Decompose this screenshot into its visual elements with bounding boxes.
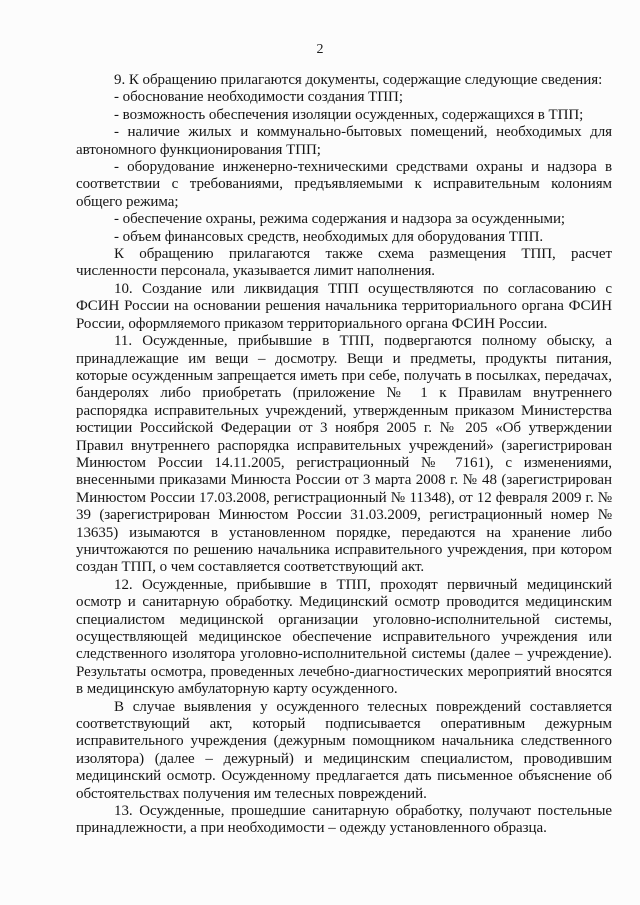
paragraph-injuries: В случае выявления у осужденного телесных повреждений составляется соответствующий акт, который подписывается оперативным дежурным исправительного учреждения (дежурным помощником начальника следственного изолятора) (далее – дежурный) и медицинским специалистом, проводившим медицинский осмотр. Осужденному предлагается дать письменное объяснение об обстоятельствах получения им телесных повреждений. (76, 698, 612, 802)
list-item: - возможность обеспечения изоляции осужденных, содержащихся в ТПП; (114, 106, 584, 123)
list-item: - наличие жилых и коммунально-бытовых помещений, необходимых для автономного функционирования ТПП; (76, 124, 612, 158)
paragraph-10: 10. Создание или ликвидация ТПП осуществляются по согласованию с ФСИН России на основании решения начальника территориального органа ФСИН России, оформляемого приказом территориального органа ФСИН России. (76, 280, 612, 332)
list-item: - обеспечение охраны, режима содержания и надзора за осужденными; (114, 211, 566, 228)
paragraph-13: 13. Осужденные, прошедшие санитарную обработку, получают постельные принадлежности, а при необходимости – одежду установленного образца. (76, 803, 612, 837)
paragraph-11: 11. Осужденные, прибывшие в ТПП, подвергаются полному обыску, а принадлежащие им вещи – досмотру. Вещи и предметы, продукты питания, которые осужденным запрещается иметь при себе, получать в посылках, передачах, бандеролях либо приобретать (приложение № 1 к Правилам внутреннего распорядка исправительных учреждений, утвержденным приказом Министерства юстиции Российской Федерации от 3 ноября 2005 г. № 205 «Об утверждении Правил внутреннего распорядка исправительных учреждений» (зарегистрирован Минюстом России 14.11.2005, регистрационный № 7161), с изменениями, внесенными приказами Минюста России от 3 марта 2008 г. № 48 (зарегистрирован Минюстом России 17.03.2008, регистрационный № 11348), от 12 февраля 2009 г. № 39 (зарегистрирован Минюстом России 31.03.2009, регистрационный номер № 13635) изымаются в установленном порядке, передаются на хранение либо уничтожаются по решению начальника исправительного учреждения, при котором создан ТПП, о чем составляется соответствующий акт. (76, 333, 612, 576)
page-number: 2 (316, 42, 324, 57)
paragraph-9-intro: 9. К обращению прилагаются документы, содержащие следующие сведения: (114, 72, 603, 88)
list-item: - объем финансовых средств, необходимых для оборудования ТПП. (114, 228, 544, 245)
list-item: - оборудование инженерно-техническими средствами охраны и надзора в соответствии с требованиями, предъявляемыми к исправительным колониям общего режима; (76, 159, 612, 210)
paragraph-attachments: К обращению прилагаются также схема размещения ТПП, расчет численности персонала, указывается лимит наполнения. (76, 246, 612, 280)
list-item: - обоснование необходимости создания ТПП; (114, 89, 403, 106)
paragraph-12: 12. Осужденные, прибывшие в ТПП, проходят первичный медицинский осмотр и санитарную обработку. Медицинский осмотр проводится медицинским специалистом медицинской организации уголовно-исполнительной системы, осуществляющей медицинское обеспечение исправительного учреждения или следственного изолятора уголовно-исполнительной системы (далее – учреждение). Результаты осмотра, проведенных лечебно-диагностических мероприятий вносятся в медицинскую амбулаторную карту осужденного. (76, 576, 612, 698)
document-body (76, 72, 612, 838)
